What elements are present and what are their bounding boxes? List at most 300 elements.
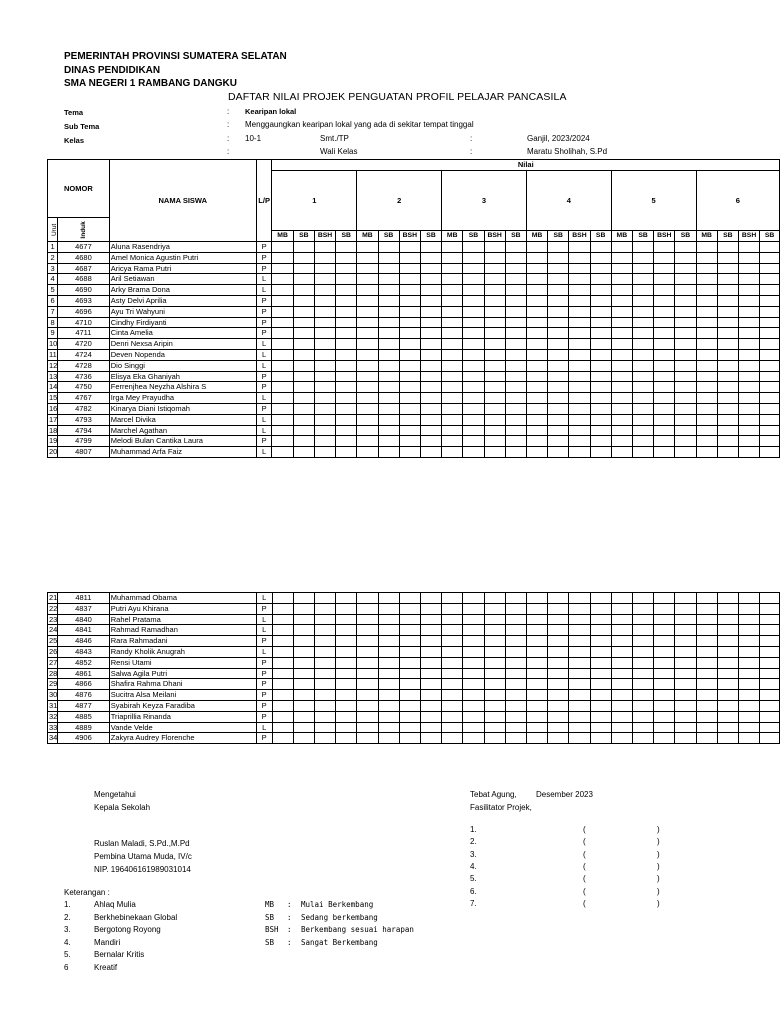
grade-cell (760, 371, 780, 382)
row-urut: 12 (49, 360, 58, 370)
grade-cell (717, 295, 738, 306)
grade-cell (272, 711, 293, 722)
row-lp: L (256, 447, 272, 458)
grade-cell (590, 371, 611, 382)
grade-cell (442, 436, 463, 447)
grade-cell (611, 700, 632, 711)
grade-cell (463, 447, 484, 458)
grade-cell (378, 371, 399, 382)
grade-cell (505, 593, 526, 604)
grade-cell (314, 625, 335, 636)
grade-cell (696, 593, 717, 604)
grade-cell (272, 285, 293, 296)
grade-cell (442, 403, 463, 414)
grade-cell (293, 646, 314, 657)
grade-cell (378, 252, 399, 263)
grade-cell (611, 328, 632, 339)
grade-cell (505, 317, 526, 328)
grade-cell (463, 263, 484, 274)
grade-cell (569, 393, 590, 404)
row-induk: 4846 (58, 636, 110, 647)
student-row (48, 263, 780, 274)
grade-cell (548, 242, 569, 253)
grade-cell (738, 711, 759, 722)
grade-cell (293, 711, 314, 722)
row-lp: P (256, 657, 272, 668)
grade-cell (760, 614, 780, 625)
grade-cell (336, 614, 357, 625)
grade-cell (336, 603, 357, 614)
grade-cell (484, 690, 505, 701)
student-row (48, 436, 780, 447)
grade-cell (420, 700, 441, 711)
grade-cell (357, 274, 378, 285)
grade-cell (632, 690, 653, 701)
grade-cell (632, 360, 653, 371)
grade-cell (378, 646, 399, 657)
grade-cell (717, 317, 738, 328)
sub-header-3-bsh: BSH (484, 231, 505, 242)
grade-cell (357, 425, 378, 436)
sign-line-number: 7. (470, 898, 477, 908)
induk-header (58, 218, 110, 242)
grade-cell (314, 393, 335, 404)
grade-cell (569, 263, 590, 274)
grade-cell (420, 317, 441, 328)
row-induk: 4799 (58, 436, 110, 447)
grade-cell (505, 328, 526, 339)
sign-paren-open: ( (583, 861, 586, 871)
grade-cell (314, 403, 335, 414)
grade-cell (420, 371, 441, 382)
grade-cell (272, 393, 293, 404)
grade-cell (526, 414, 547, 425)
grade-cell (548, 295, 569, 306)
grade-cell (738, 317, 759, 328)
grade-cell (654, 625, 675, 636)
grade-cell (357, 393, 378, 404)
grade-cell (399, 382, 420, 393)
grade-cell (738, 328, 759, 339)
student-row (48, 242, 780, 253)
nomor-header: NOMOR (48, 160, 110, 218)
grade-cell (399, 733, 420, 744)
sign-paren-close: ) (657, 886, 660, 896)
grade-cell (336, 436, 357, 447)
student-row (48, 636, 780, 647)
grade-cell (526, 382, 547, 393)
grade-cell (463, 436, 484, 447)
grade-cell (399, 614, 420, 625)
grade-cell (442, 285, 463, 296)
row-nama: Vande Velde (109, 722, 256, 733)
row-induk: 4782 (58, 403, 110, 414)
grade-cell (399, 668, 420, 679)
grade-cell (611, 295, 632, 306)
grade-cell (526, 722, 547, 733)
grade-cell (399, 339, 420, 350)
nilai-group-5: 5 (611, 171, 696, 231)
grade-cell (314, 603, 335, 614)
row-nama: Dio Singgi (109, 360, 256, 371)
grade-cell (696, 274, 717, 285)
grade-cell (717, 603, 738, 614)
grade-cell (484, 447, 505, 458)
grade-cell (696, 657, 717, 668)
wali-label: Wali Kelas (320, 147, 358, 156)
grade-cell (442, 690, 463, 701)
grade-cell (717, 414, 738, 425)
row-urut: 30 (49, 690, 58, 700)
grade-cell (611, 274, 632, 285)
row-lp: L (256, 646, 272, 657)
grade-cell (569, 625, 590, 636)
grade-cell (717, 425, 738, 436)
grade-cell (611, 414, 632, 425)
grade-cell (569, 285, 590, 296)
grade-cell (505, 722, 526, 733)
grade-cell (357, 700, 378, 711)
subtema-value: Menggaungkan kearipan lokal yang ada di sekitar tempat tinggal (245, 120, 474, 129)
grade-cell (548, 679, 569, 690)
grade-cell (272, 722, 293, 733)
dimension-label: Ahlaq Mulia (94, 900, 136, 909)
grade-cell (378, 614, 399, 625)
grade-cell (336, 668, 357, 679)
grade-cell (357, 403, 378, 414)
grade-cell (420, 657, 441, 668)
grade-cell (717, 711, 738, 722)
grade-cell (738, 382, 759, 393)
grade-cell (526, 339, 547, 350)
grade-cell (336, 339, 357, 350)
grade-cell (717, 733, 738, 744)
grade-cell (463, 242, 484, 253)
grade-cell (696, 360, 717, 371)
student-row (48, 657, 780, 668)
grade-cell (399, 447, 420, 458)
grade-cell (548, 668, 569, 679)
row-induk: 4877 (58, 700, 110, 711)
grade-cell (336, 690, 357, 701)
grade-cell (293, 393, 314, 404)
grade-cell (463, 711, 484, 722)
grade-cell (760, 636, 780, 647)
grade-cell (463, 306, 484, 317)
grade-cell (611, 349, 632, 360)
row-lp: P (256, 679, 272, 690)
row-nama: Ayu Tri Wahyuni (109, 306, 256, 317)
grade-cell (399, 436, 420, 447)
grade-cell (378, 593, 399, 604)
student-row (48, 447, 780, 458)
grade-cell (293, 274, 314, 285)
grade-cell (654, 436, 675, 447)
grade-cell (293, 306, 314, 317)
grade-cell (717, 636, 738, 647)
row-lp: L (256, 425, 272, 436)
grade-cell (272, 274, 293, 285)
grade-cell (463, 425, 484, 436)
grade-cell (738, 306, 759, 317)
grade-cell (399, 711, 420, 722)
grade-cell (272, 668, 293, 679)
header-school: SMA NEGERI 1 RAMBANG DANGKU (64, 78, 237, 89)
grade-cell (717, 447, 738, 458)
grade-cell (654, 263, 675, 274)
row-lp: P (256, 263, 272, 274)
student-row (48, 425, 780, 436)
grade-cell (548, 733, 569, 744)
grade-cell (293, 414, 314, 425)
grade-cell (399, 306, 420, 317)
grade-cell (654, 636, 675, 647)
grade-cell (760, 679, 780, 690)
grade-cell (611, 657, 632, 668)
grade-cell (569, 733, 590, 744)
grade-cell (272, 403, 293, 414)
sub-header-1-sb: SB (336, 231, 357, 242)
grade-cell (738, 339, 759, 350)
row-nama: Rara Rahmadani (109, 636, 256, 647)
row-lp: P (256, 690, 272, 701)
legend-colon: : (287, 925, 292, 934)
grade-cell (569, 425, 590, 436)
grade-cell (420, 382, 441, 393)
grade-cell (526, 285, 547, 296)
legend-colon: : (287, 900, 292, 909)
grade-cell (420, 603, 441, 614)
grade-cell (336, 414, 357, 425)
grade-cell (442, 295, 463, 306)
row-nama: Aluna Rasendriya (109, 242, 256, 253)
grade-cell (336, 700, 357, 711)
grade-cell (590, 306, 611, 317)
row-lp: P (256, 242, 272, 253)
grade-cell (738, 700, 759, 711)
grade-cell (569, 371, 590, 382)
grade-cell (760, 317, 780, 328)
grade-cell (463, 252, 484, 263)
grade-cell (611, 722, 632, 733)
grade-cell (717, 668, 738, 679)
kepsek-name: Ruslan Maladi, S.Pd.,M.Pd (94, 839, 190, 848)
grade-cell (569, 679, 590, 690)
grade-cell (272, 360, 293, 371)
grade-cell (611, 425, 632, 436)
grade-cell (293, 436, 314, 447)
grade-cell (526, 668, 547, 679)
student-row (48, 614, 780, 625)
row-induk: 4794 (58, 425, 110, 436)
row-urut: 14 (49, 382, 58, 392)
grade-cell (632, 625, 653, 636)
grade-cell (717, 393, 738, 404)
grade-cell (378, 317, 399, 328)
grade-cell (399, 690, 420, 701)
grade-cell (420, 733, 441, 744)
sub-header-6-sb: SB (717, 231, 738, 242)
grade-cell (505, 349, 526, 360)
sub-header-5-sb: SB (632, 231, 653, 242)
grade-cell (760, 690, 780, 701)
row-induk: 4837 (58, 603, 110, 614)
grade-cell (420, 295, 441, 306)
grade-cell (675, 679, 696, 690)
grade-cell (378, 733, 399, 744)
grade-cell (378, 403, 399, 414)
grade-cell (760, 414, 780, 425)
grade-cell (611, 690, 632, 701)
grade-cell (420, 722, 441, 733)
row-induk: 4811 (58, 593, 110, 604)
grade-cell (760, 393, 780, 404)
grade-cell (590, 414, 611, 425)
grade-cell (314, 646, 335, 657)
grade-cell (314, 668, 335, 679)
nilai-group-1: 1 (272, 171, 357, 231)
grade-cell (526, 436, 547, 447)
row-urut: 20 (49, 447, 58, 457)
grade-cell (378, 393, 399, 404)
row-nama: Cindhy Firdiyanti (109, 317, 256, 328)
row-induk: 4696 (58, 306, 110, 317)
grade-cell (399, 242, 420, 253)
row-lp: P (256, 295, 272, 306)
grade-cell (548, 252, 569, 263)
grade-table-part2 (47, 592, 780, 744)
grade-cell (611, 447, 632, 458)
smt-label: Smt./TP (320, 134, 349, 143)
sub-header-4-sb: SB (548, 231, 569, 242)
grade-cell (378, 700, 399, 711)
grade-cell (526, 711, 547, 722)
grade-cell (463, 733, 484, 744)
grade-cell (526, 263, 547, 274)
grade-cell (336, 285, 357, 296)
sub-header-2-mb: MB (357, 231, 378, 242)
grade-cell (314, 690, 335, 701)
grade-cell (272, 242, 293, 253)
grade-cell (548, 593, 569, 604)
grade-cell (738, 360, 759, 371)
student-row (48, 339, 780, 350)
grade-cell (420, 636, 441, 647)
grade-cell (632, 700, 653, 711)
grade-cell (548, 690, 569, 701)
grade-cell (611, 317, 632, 328)
grade-cell (505, 679, 526, 690)
row-induk: 4736 (58, 371, 110, 382)
grade-cell (314, 242, 335, 253)
grade-cell (654, 668, 675, 679)
grade-cell (632, 285, 653, 296)
grade-cell (590, 393, 611, 404)
grade-cell (611, 733, 632, 744)
grade-cell (654, 295, 675, 306)
grade-cell (611, 306, 632, 317)
grade-cell (505, 339, 526, 350)
grade-cell (654, 657, 675, 668)
grade-cell (675, 263, 696, 274)
grade-cell (738, 614, 759, 625)
grade-cell (760, 328, 780, 339)
grade-cell (463, 722, 484, 733)
grade-cell (442, 614, 463, 625)
grade-cell (378, 360, 399, 371)
grade-cell (463, 349, 484, 360)
grade-cell (314, 711, 335, 722)
grade-cell (675, 382, 696, 393)
grade-cell (357, 646, 378, 657)
row-nama: Aricya Rama Putri (109, 263, 256, 274)
grade-cell (569, 711, 590, 722)
grade-cell (505, 242, 526, 253)
grade-cell (336, 360, 357, 371)
legend-code: BSH (265, 925, 279, 934)
grade-cell (590, 657, 611, 668)
header-dinas: DINAS PENDIDIKAN (64, 65, 161, 76)
row-nama: Kinarya Diani Istiqomah (109, 403, 256, 414)
grade-cell (293, 242, 314, 253)
grade-cell (760, 339, 780, 350)
grade-cell (378, 414, 399, 425)
grade-cell (399, 371, 420, 382)
grade-cell (760, 657, 780, 668)
grade-cell (696, 436, 717, 447)
student-row (48, 603, 780, 614)
grade-cell (738, 414, 759, 425)
grade-cell (463, 668, 484, 679)
grade-cell (717, 436, 738, 447)
row-nama: Elisya Eka Ghaniyah (109, 371, 256, 382)
dimension-label: Berkhebinekaan Global (94, 912, 178, 922)
grade-cell (675, 425, 696, 436)
row-lp: P (256, 306, 272, 317)
sign-paren-open: ( (583, 825, 586, 834)
grade-cell (357, 242, 378, 253)
row-nama: Irga Mey Prayudha (109, 393, 256, 404)
grade-cell (738, 733, 759, 744)
grade-cell (378, 285, 399, 296)
student-row (48, 360, 780, 371)
nilai-group-2: 2 (357, 171, 442, 231)
grade-cell (505, 625, 526, 636)
grade-cell (293, 371, 314, 382)
grade-cell (378, 339, 399, 350)
grade-cell (611, 339, 632, 350)
grade-cell (569, 636, 590, 647)
grade-cell (420, 242, 441, 253)
grade-cell (272, 371, 293, 382)
row-urut: 28 (49, 668, 58, 678)
grade-cell (484, 263, 505, 274)
row-lp: L (256, 414, 272, 425)
grade-cell (272, 679, 293, 690)
grade-cell (314, 636, 335, 647)
grade-cell (548, 339, 569, 350)
grade-cell (738, 403, 759, 414)
sub-header-3-sb: SB (463, 231, 484, 242)
grade-cell (442, 274, 463, 285)
grade-cell (632, 371, 653, 382)
grade-cell (548, 700, 569, 711)
grade-cell (420, 646, 441, 657)
dimension-number: 1. (64, 900, 71, 909)
grade-cell (336, 722, 357, 733)
grade-cell (484, 252, 505, 263)
grade-cell (399, 328, 420, 339)
